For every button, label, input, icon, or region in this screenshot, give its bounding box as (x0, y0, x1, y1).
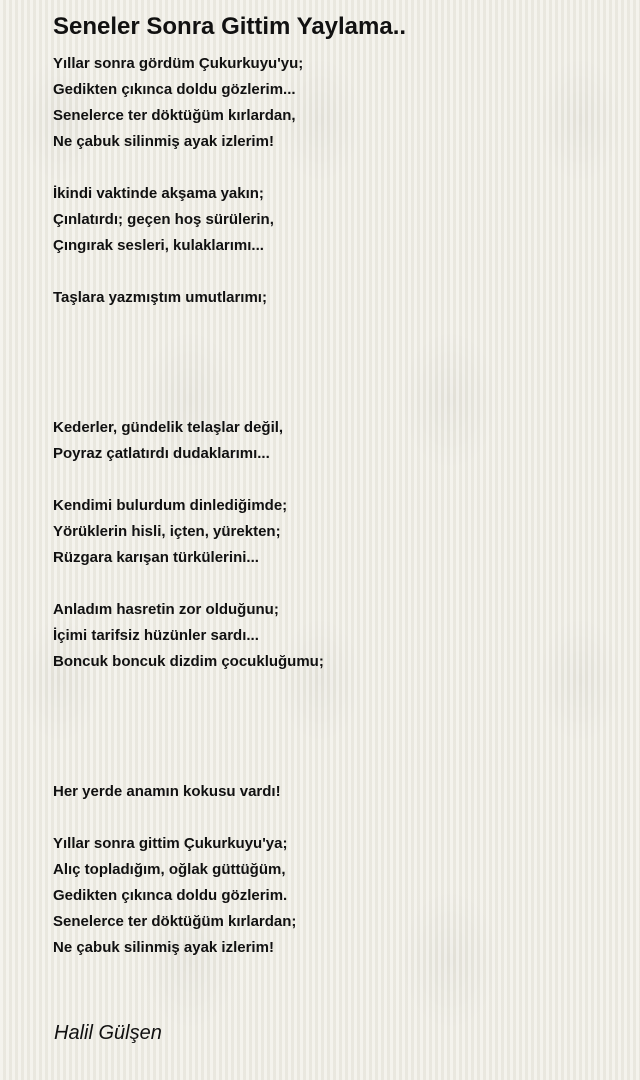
poem-title: Seneler Sonra Gittim Yaylama.. (53, 13, 407, 40)
poem-line (53, 701, 613, 727)
poem-line: Ne çabuk silinmiş ayak izlerim! (53, 133, 274, 150)
poem-line (53, 311, 613, 337)
poem-line: Alıç topladığım, oğlak güttüğüm, (53, 861, 286, 878)
poem-author: Halil Gülşen (54, 1022, 162, 1044)
poem-line (53, 727, 613, 753)
poem-line: Senelerce ter döktüğüm kırlardan; (53, 913, 297, 930)
poem-body (53, 51, 613, 961)
poem-line: Kendimi bulurdum dinlediğimde; (53, 497, 288, 514)
poem-line: İkindi vaktinde akşama yakın; (53, 185, 264, 202)
poem-line: Taşlara yazmıştım umutlarımı; (53, 289, 267, 306)
poem-line: Boncuk boncuk dizdim çocukluğumu; (53, 653, 324, 670)
poem-line: Her yerde anamın kokusu vardı! (53, 783, 281, 800)
poem-line: Yıllar sonra gördüm Çukurkuyu'yu; (53, 55, 304, 72)
poem-line (53, 363, 613, 389)
poem-line: Senelerce ter döktüğüm kırlardan, (53, 107, 296, 124)
poem-line (53, 753, 613, 779)
poem-line: Gedikten çıkınca doldu gözlerim. (53, 887, 288, 904)
poem-line (53, 805, 613, 831)
poem-line (53, 155, 613, 181)
poem-line: Çıngırak sesleri, kulaklarımı... (53, 237, 264, 254)
poem-line: Rüzgara karışan türkülerini... (53, 549, 259, 566)
poem-line (53, 675, 613, 701)
poem-line: Çınlatırdı; geçen hoş sürülerin, (53, 211, 274, 228)
poem-line: Ne çabuk silinmiş ayak izlerim! (53, 939, 274, 956)
poem-line (53, 389, 613, 415)
poem-line: Yörüklerin hisli, içten, yürekten; (53, 523, 281, 540)
poem-line: Gedikten çıkınca doldu gözlerim... (53, 81, 296, 98)
poem-line (53, 337, 613, 363)
poem-line (53, 571, 613, 597)
poem-line: Yıllar sonra gittim Çukurkuyu'ya; (53, 835, 288, 852)
poem-line (53, 259, 613, 285)
poem-line: Kederler, gündelik telaşlar değil, (53, 419, 284, 436)
poem-line: Anladım hasretin zor olduğunu; (53, 601, 279, 618)
poem-line: Poyraz çatlatırdı dudaklarımı... (53, 445, 270, 462)
poem-line (53, 467, 613, 493)
poem-line: İçimi tarifsiz hüzünler sardı... (53, 627, 259, 644)
